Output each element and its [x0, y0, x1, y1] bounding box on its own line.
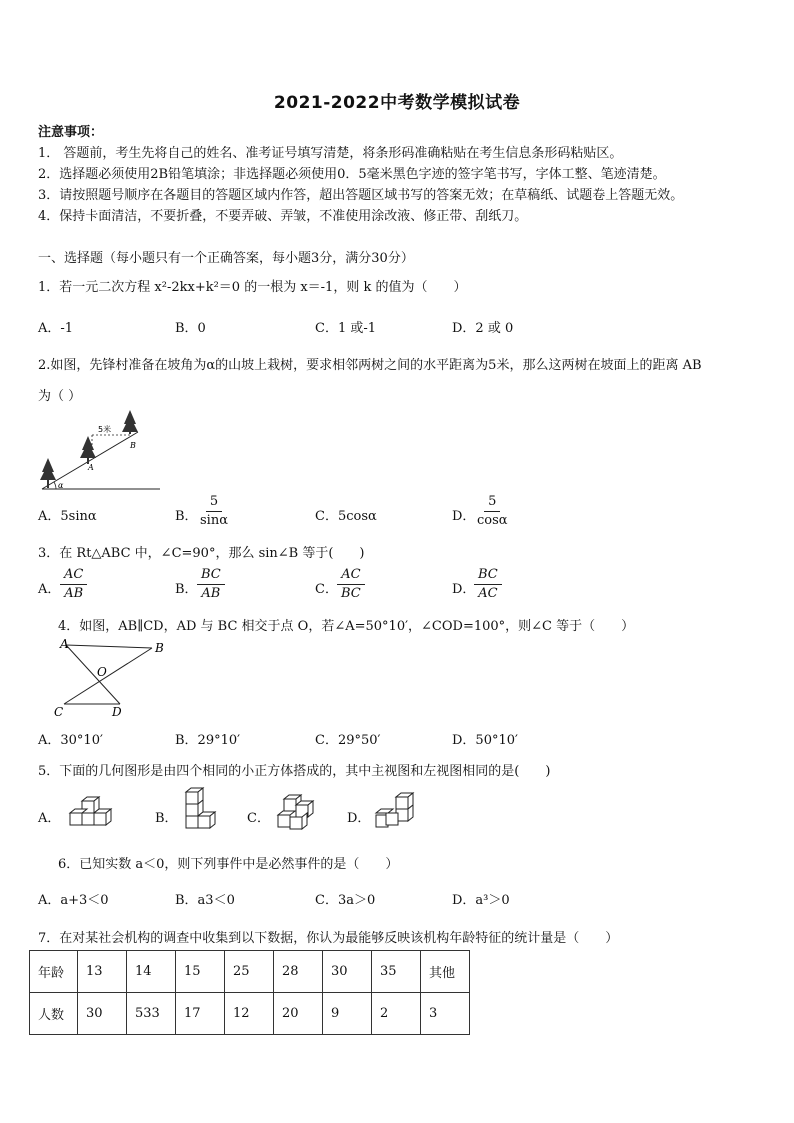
table-cell: 30: [78, 993, 127, 1035]
q5-option-c-cubes: [274, 795, 324, 835]
label-D: D: [112, 705, 122, 719]
table-cell: 15: [176, 951, 225, 993]
tree-icon: [122, 410, 138, 434]
q2-option-c: C．5cosα: [315, 509, 377, 524]
denominator: BC: [341, 586, 361, 601]
q6-option-b: B．a3＜0: [175, 893, 235, 908]
notice-item: 2．选择题必须使用2B铅笔填涂；非选择题必须使用0．5毫米黑色字迹的签字笔书写，字体工整、笔迹清楚。: [38, 167, 666, 182]
notice-item: 3．请按照题号顺序在各题目的答题区域内作答，超出答题区域书写的答案无效；在草稿纸、试题卷上答题无效。: [38, 188, 684, 203]
numerator: AC: [337, 567, 364, 585]
table-cell: 28: [274, 951, 323, 993]
q5-option-d-label: D．: [347, 811, 371, 826]
table-cell: 人数: [30, 993, 78, 1035]
q3-option-d-label: D．: [452, 582, 476, 597]
q2-option-d-label: D．: [452, 509, 476, 524]
table-cell: 13: [78, 951, 127, 993]
denominator: sinα: [200, 513, 228, 528]
table-cell: 35: [372, 951, 421, 993]
table-cell: 533: [127, 993, 176, 1035]
q5-stem: 5．下面的几何图形是由四个相同的小正方体搭成的，其中主视图和左视图相同的是( ): [38, 764, 551, 779]
q4-option-d: D．50°10′: [452, 733, 518, 748]
q4-option-a: A．30°10′: [38, 733, 103, 748]
q3-option-c-fraction: [337, 567, 365, 602]
notice-heading: 注意事项：: [38, 125, 104, 140]
q6-option-d: D．a³＞0: [452, 893, 510, 908]
table-cell: 9: [323, 993, 372, 1035]
angle-arc: [54, 482, 56, 489]
q1-option-a: A．-1: [38, 321, 74, 336]
q5-option-a-cubes: [66, 797, 116, 833]
q2-option-b-label: B．: [175, 509, 198, 524]
q3-option-a-fraction: [60, 567, 87, 602]
q5-option-b-cubes: [182, 788, 222, 838]
age-table: [29, 950, 470, 1035]
q2-stem-cont: 为（ ）: [38, 389, 82, 404]
label-alpha: α: [58, 481, 64, 490]
table-cell: 14: [127, 951, 176, 993]
denominator: cosα: [477, 513, 508, 528]
section-heading: 一、选择题（每小题只有一个正确答案，每小题3分，满分30分）: [38, 251, 414, 266]
numerator: 5: [484, 494, 500, 512]
q5-option-b-label: B．: [155, 811, 178, 826]
table-cell: 12: [225, 993, 274, 1035]
segment-bc: [64, 648, 152, 704]
tree-icon: [80, 436, 96, 464]
table-cell: 其他: [421, 951, 470, 993]
q6-stem: 6．已知实数 a＜0，则下列事件中是必然事件的是（ ）: [58, 857, 399, 872]
table-cell: 17: [176, 993, 225, 1035]
slope-line: [42, 432, 138, 489]
q1-stem: 1．若一元二次方程 x²-2kx+k²＝0 的一根为 x＝-1，则 k 的值为（ ）: [38, 280, 467, 295]
q2-option-a: A．5sinα: [38, 509, 97, 524]
notice-item: 4．保持卡面清洁，不要折叠，不要弄破、弄皱，不准使用涂改液、修正带、刮纸刀。: [38, 209, 528, 224]
segment-ab: [66, 645, 152, 648]
segment-ad: [66, 645, 120, 704]
q6-option-c: C．3a＞0: [315, 893, 376, 908]
denominator: AB: [201, 586, 221, 601]
q3-option-c-label: C．: [315, 582, 338, 597]
q2-stem: 2.如图，先锋村准备在坡角为α的山坡上栽树，要求相邻两树之间的水平距离为5米，那么这两树在坡面上的距离 AB: [38, 358, 702, 373]
label-B: B: [130, 441, 136, 450]
tree-icon: [40, 458, 56, 488]
denominator: AC: [478, 586, 498, 601]
numerator: BC: [197, 567, 225, 585]
label-A: A: [88, 463, 94, 472]
q5-option-d-cubes: [372, 793, 418, 833]
label-B: B: [155, 641, 164, 655]
table-cell: 年龄: [30, 951, 78, 993]
notice-item: 1． 答题前，考生先将自己的姓名、准考证号填写清楚，将条形码准确粘贴在考生信息条形码粘贴区。: [38, 146, 623, 161]
table-cell: 25: [225, 951, 274, 993]
numerator: BC: [474, 567, 502, 585]
table-cell: 2: [372, 993, 421, 1035]
numerator: AC: [60, 567, 87, 585]
q3-stem: 3．在 Rt△ABC 中，∠C=90°，那么 sin∠B 等于( ): [38, 546, 365, 561]
page-title: 2021-2022中考数学模拟试卷: [273, 93, 521, 113]
q4-option-b: B．29°10′: [175, 733, 241, 748]
q3-option-b-label: B．: [175, 582, 198, 597]
table-row: [30, 951, 470, 993]
numerator: 5: [206, 494, 222, 512]
label-A: A: [60, 637, 69, 651]
q2-slope-figure: [34, 408, 164, 494]
label-C: C: [54, 705, 64, 719]
q4-option-c: C．29°50′: [315, 733, 381, 748]
label-O: O: [97, 665, 107, 679]
q5-option-a-label: A．: [38, 811, 61, 826]
q3-option-b-fraction: [197, 567, 225, 602]
q3-option-d-fraction: [474, 567, 502, 602]
table-row: [30, 993, 470, 1035]
q1-option-c: C．1 或-1: [315, 321, 377, 336]
label-5m: 5米: [98, 425, 112, 434]
q1-option-d: D．2 或 0: [452, 321, 514, 336]
q4-stem: 4．如图，AB∥CD，AD 与 BC 相交于点 O，若∠A=50°10′，∠COD=100°，则∠C 等于（ ）: [58, 619, 635, 634]
q2-option-b-fraction: [196, 494, 232, 529]
q5-option-c-label: C．: [247, 811, 270, 826]
q6-option-a: A．a+3＜0: [38, 893, 109, 908]
table-cell: 30: [323, 951, 372, 993]
table-cell: 20: [274, 993, 323, 1035]
denominator: AB: [64, 586, 84, 601]
table-cell: 3: [421, 993, 470, 1035]
q3-option-a-label: A．: [38, 582, 61, 597]
q7-stem: 7．在对某社会机构的调查中收集到以下数据，你认为最能够反映该机构年龄特征的统计量是（ ）: [38, 931, 619, 946]
q1-option-b: B．0: [175, 321, 206, 336]
q2-option-d-fraction: [473, 494, 512, 529]
q4-figure: [52, 636, 172, 720]
